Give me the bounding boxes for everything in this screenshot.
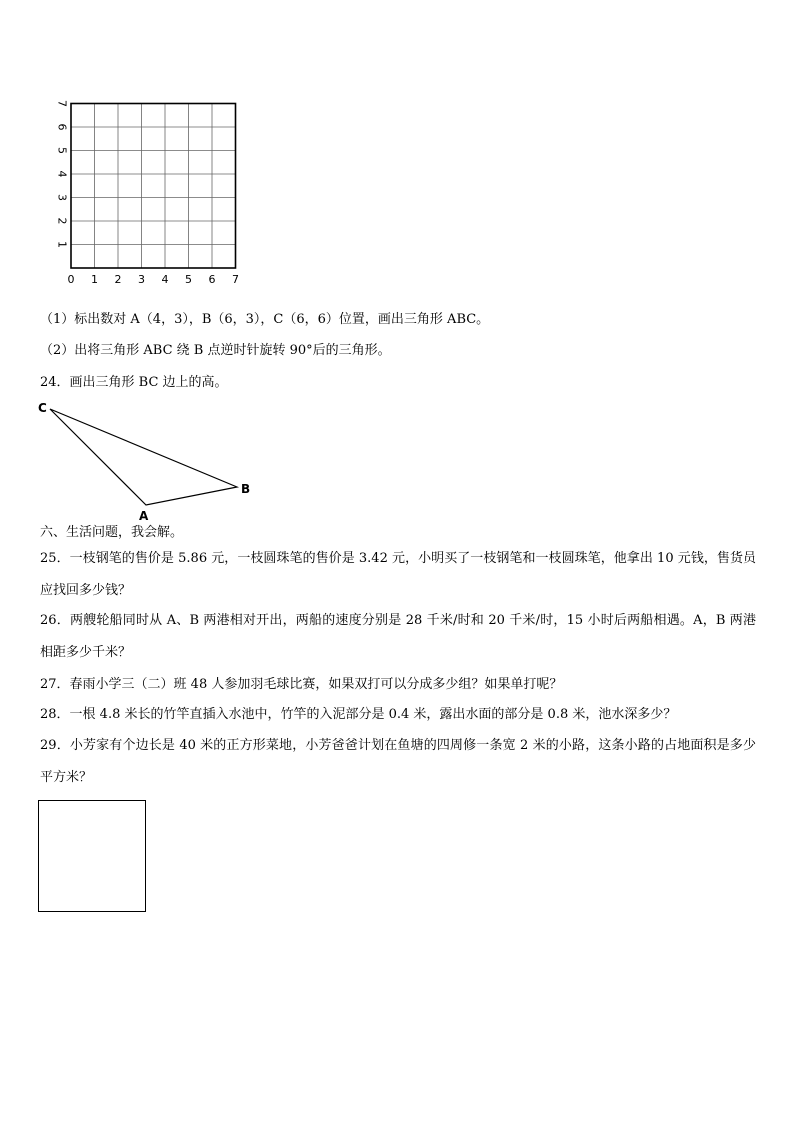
y-tick-label: 4 bbox=[55, 170, 69, 178]
vertex-label-c: C bbox=[38, 401, 47, 415]
q24-text: 24．画出三角形 BC 边上的高。 bbox=[40, 375, 228, 390]
section-heading: 六、生活问题，我会解。 bbox=[40, 525, 184, 540]
triangle-abc bbox=[50, 409, 237, 505]
q23-part1: （1）标出数对 A（4，3），B（6，3），C（6，6）位置，画出三角形 ABC。 bbox=[40, 312, 490, 327]
y-tick-label: 1 bbox=[55, 241, 69, 248]
square-plot-figure bbox=[38, 800, 146, 912]
vertex-label-a: A bbox=[139, 509, 149, 523]
vertex-label-b: B bbox=[241, 482, 251, 496]
x-tick-label: 1 bbox=[91, 273, 98, 286]
coordinate-grid bbox=[40, 100, 250, 290]
x-tick-label: 6 bbox=[208, 273, 216, 286]
y-tick-label: 2 bbox=[55, 217, 69, 225]
q23-part2: （2）出将三角形 ABC 绕 B 点逆时针旋转 90°后的三角形。 bbox=[40, 343, 391, 358]
x-tick-label: 7 bbox=[232, 273, 239, 286]
q25-text: 25．一枝钢笔的售价是 5.86 元，一枝圆珠笔的售价是 3.42 元，小明买了一枝钢笔和一枝圆珠笔，他拿出 10 元钱，售货员应找回多少钱？ bbox=[40, 551, 756, 598]
y-tick-label: 6 bbox=[55, 123, 69, 131]
x-tick-label: 3 bbox=[138, 273, 145, 286]
q26-text: 26．两艘轮船同时从 A、B 两港相对开出，两船的速度分别是 28 千米/时和 20 千米/时，15 小时后两船相遇。A，B 两港相距多少千米？ bbox=[40, 613, 756, 660]
x-tick-label: 0 bbox=[67, 273, 75, 286]
x-tick-label: 5 bbox=[185, 273, 192, 286]
q28-text: 28．一根 4.8 米长的竹竿直插入水池中，竹竿的入泥部分是 0.4 米，露出水面的部分是 0.8 米，池水深多少？ bbox=[40, 707, 677, 722]
q27-text: 27．春雨小学三（二）班 48 人参加羽毛球比赛，如果双打可以分成多少组？如果单打呢？ bbox=[40, 677, 563, 692]
x-tick-label: 4 bbox=[161, 273, 169, 286]
x-tick-label: 2 bbox=[114, 273, 122, 286]
y-tick-label: 3 bbox=[55, 194, 69, 201]
y-tick-label: 5 bbox=[55, 147, 69, 154]
grid-border bbox=[71, 104, 236, 269]
y-tick-label: 7 bbox=[55, 100, 69, 107]
q29-text: 29．小芳家有个边长是 40 米的正方形菜地，小芳爸爸计划在鱼塘的四周修一条宽 2 米的小路，这条小路的占地面积是多少平方米？ bbox=[40, 738, 756, 785]
triangle-figure bbox=[30, 395, 270, 525]
